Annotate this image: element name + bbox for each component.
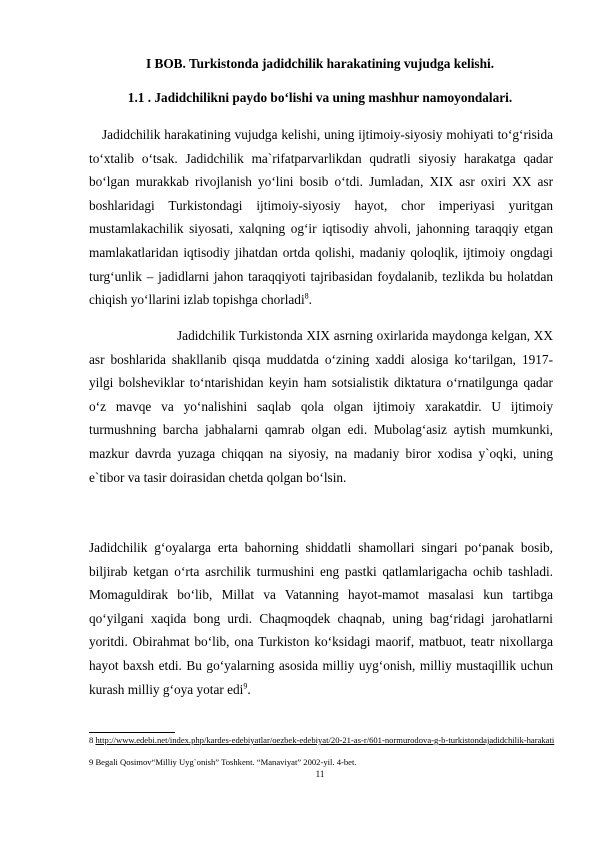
- footnote-9: 9 Begali Qosimov“Milliy Uyg`onish” Toshkent. “Manaviyat” 2002-yil. 4-bet.: [89, 757, 357, 767]
- paragraph-1-text: Jadidchilik harakatining vujudga kelishi, uning ijtimoiy-siyosiy mohiyati to‘g‘risida to‘xtalib o‘tsak. Jadidchilik ma`rifatparvarlikdan qudratli siyosiy harakatga qadar bo‘lgan murakkab rivojlanish yo‘lini bosib o‘tdi. Jumladan, XIX asr oxiri XX asr boshlaridagi Turkistondagi ijtimoiy-siyosiy hayot, chor imperiyasi yuritgan mustamlakachilik siyosati, xalqning og‘ir iqtisodiy ahvoli, jahonning taraqqiy etgan mamlakatlaridan iqtisodiy jihatdan ortda qolishi, madaniy qoloqlik, ijtimoiy ongdagi turg‘unlik – jadidlarni jahon taraqqiyoti tajribasidan foydalanib, tezlikda bu holatdan chiqish yo‘llarini izlab topishga chorladi: [89, 127, 553, 308]
- footnote-ref-8[interactable]: 8: [304, 291, 309, 301]
- section-title: 1.1 . Jadidchilikni paydo bo‘lishi va uning mashhur namoyondalari.: [127, 90, 513, 105]
- footnote-separator: [89, 732, 175, 733]
- footnote-8-number: 8: [89, 735, 94, 745]
- footnote-8-link[interactable]: http://www.edebi.net/index.php/kardes-edebiyatlar/oezbek-edebiyat/20-21-as-r/601-normurodova-g-b-turkistondajadidchilik-harakati: [95, 735, 555, 745]
- footnote-ref-9[interactable]: 9: [243, 681, 248, 691]
- footnote-8: [89, 735, 559, 746]
- paragraph-1: Jadidchilik harakatining vujudga kelishi, uning ijtimoiy-siyosiy mohiyati to‘g‘risida to‘xtalib o‘tsak. Jadidchilik ma`rifatparvarlikdan qudratli siyosiy harakatga qadar bo‘lgan murakkab rivojlanish yo‘lini bosib o‘tdi. Jumladan, XIX asr oxiri XX asr boshlaridagi Turkistondagi ijtimoiy-siyosiy hayot, chor imperiyasi yuritgan mustamlakachilik siyosati, xalqning og‘ir iqtisodiy ahvoli, jahonning taraqqiy etgan mamlakatlaridan iqtisodiy jihatdan ortda qolishi, madaniy qoloqlik, ijtimoiy ongdagi turg‘unlik – jadidlarni jahon taraqqiyoti tajribasidan foydalanib, tezlikda bu holatdan chiqish yo‘llarini izlab topishga chorladi$^8$.: [89, 127, 553, 308]
- paragraph-3-text: Jadidchilik g‘oyalarga erta bahorning shiddatli shamollari singari po‘panak bosib, biljirab ketgan o‘rta asrchilik turmushini eng pastki qatlamlarigacha ochib tashladi. Momaguldirak bo‘lib, Millat va Vatanning hayot-mamot masalasi kun tartibga qo‘yilgani xaqida bong urdi. Chaqmoqdek chaqnab, uning bag‘ridagi jarohatlarni yoritdi. Obirahmat bo‘lib, ona Turkiston ko‘ksidagi maorif, matbuot, teatr nixollarga hayot baxsh etdi. Bu go‘yalarning asosida milliy uyg‘onish, milliy mustaqillik uchun kurash milliy g‘oya yotar edi: [89, 540, 553, 697]
- chapter-title: I BOB. Turkistonda jadidchilik harakatining vujudga kelishi.: [145, 56, 495, 71]
- page-number: 11: [315, 769, 325, 779]
- paragraph-2: Jadidchilik Turkistonda XIX asrning oxirlarida maydonga kelgan, XX asr boshlarida shakllanib qisqa muddatda o‘zining xaddi alosiga ko‘tarilgan, 1917-yilgi bolsheviklar to‘ntarishidan keyin ham sotsialistik diktatura o‘rnatilgunga qadar o‘z mavqe va yo‘nalishini saqlab qola olgan ijtimoiy xarakatdir. U ijtimoiy turmushning barcha jabhalarni qamrab olgan edi. Mubolag‘asiz aytish mumkunki, mazkur davrda yuzaga chiqqan na siyosiy, na madaniy biror xodisa y`oqki, uning e`tibor va tasir doirasidan chetda qolgan bo‘lsin.: [89, 328, 553, 485]
- paragraph-3: Jadidchilik g‘oyalarga erta bahorning shiddatli shamollari singari po‘panak bosib, biljirab ketgan o‘rta asrchilik turmushini eng pastki qatlamlarigacha ochib tashladi. Momaguldirak bo‘lib, Millat va Vatanning hayot-mamot masalasi kun tartibga qo‘yilgani xaqida bong urdi. Chaqmoqdek chaqnab, uning bag‘ridagi jarohatlarni yoritdi. Obirahmat bo‘lib, ona Turkiston ko‘ksidagi maorif, matbuot, teatr nixollarga hayot baxsh etdi. Bu go‘yalarning asosida milliy uyg‘onish, milliy mustaqillik uchun kurash milliy g‘oya yotar edi$^9$.: [89, 540, 553, 697]
